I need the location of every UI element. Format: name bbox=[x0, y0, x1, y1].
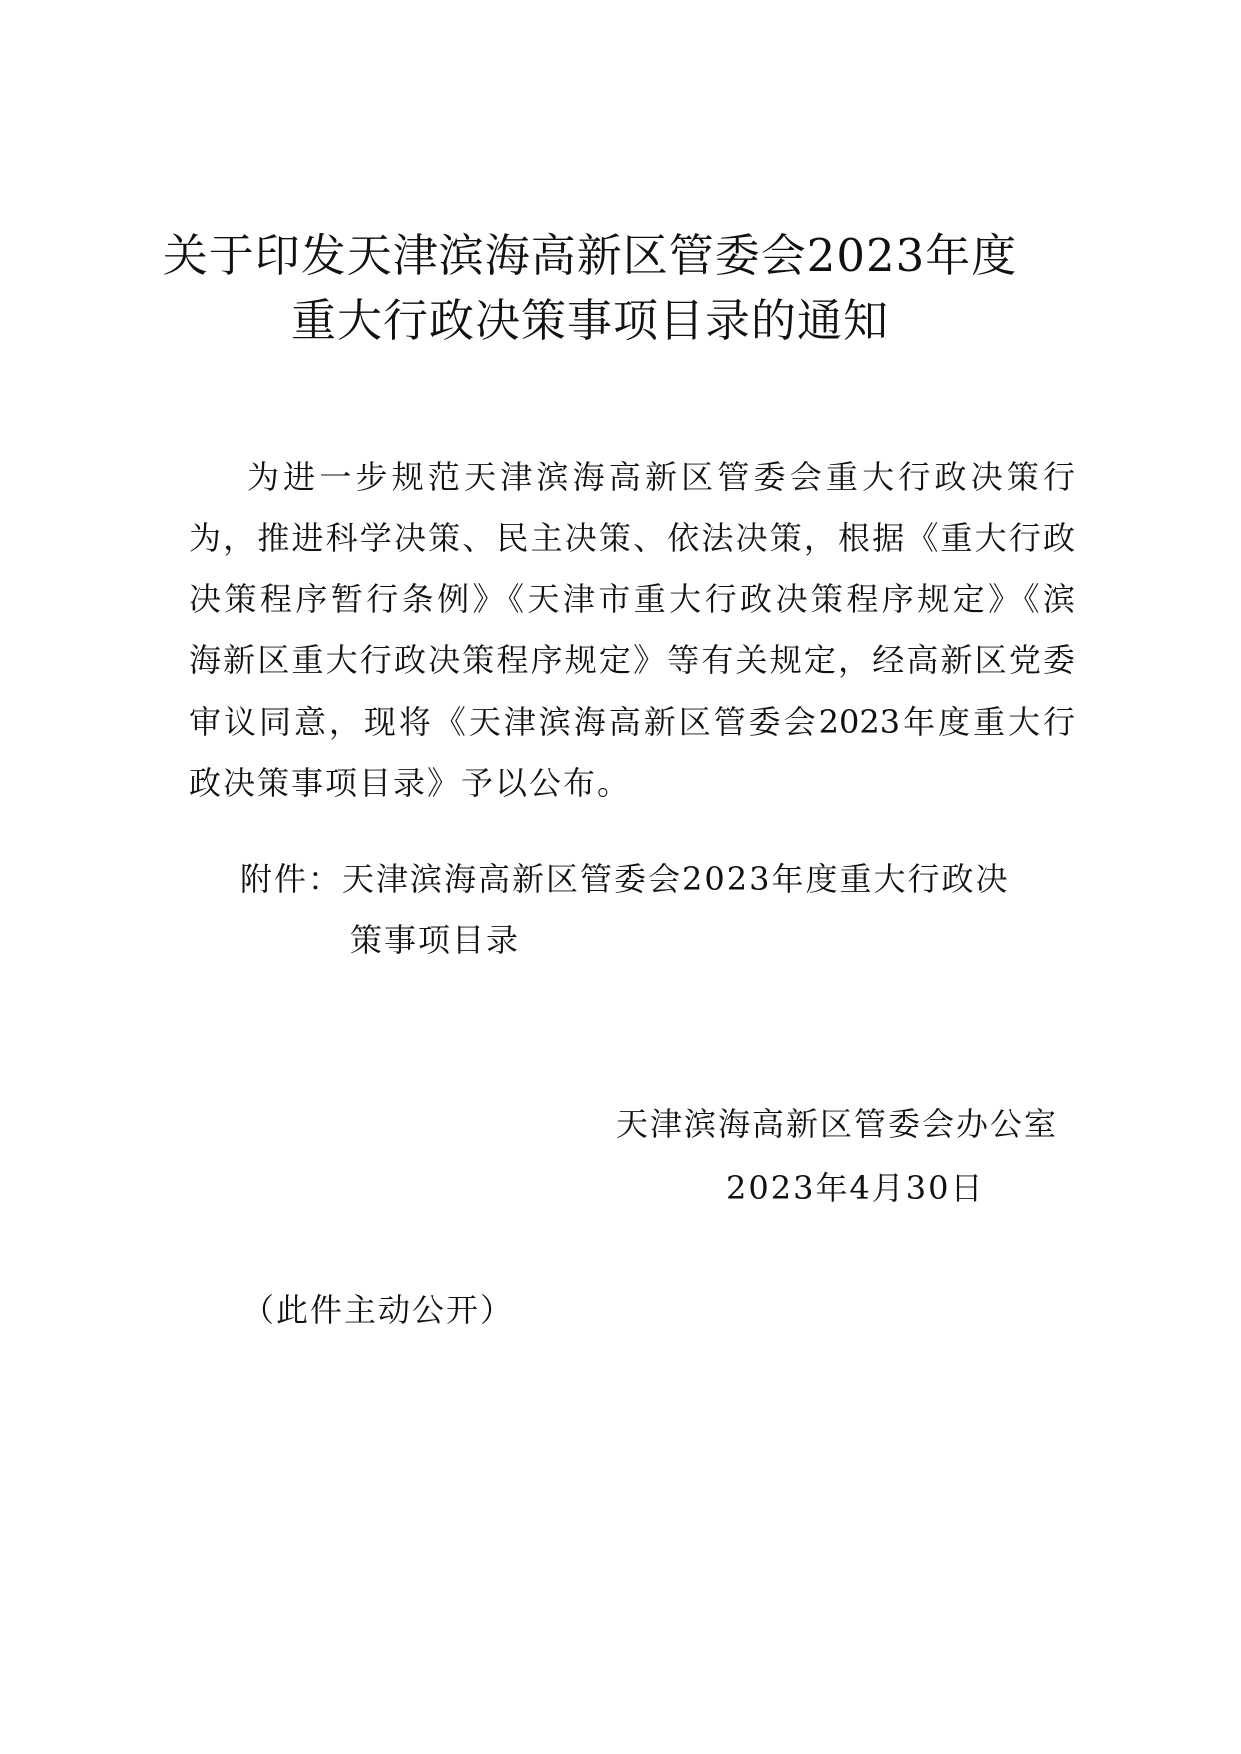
attachment-line-1: 附件：天津滨海高新区管委会2023年度重大行政决 bbox=[240, 860, 1010, 898]
body-paragraph-line-1: 为进一步规范天津滨海高新区管委会重大行政决策行 bbox=[247, 458, 1075, 496]
body-paragraph-line-3: 决策程序暂行条例》《天津市重大行政决策程序规定》《滨 bbox=[189, 580, 1075, 618]
issuer-name: 天津滨海高新区管委会办公室 bbox=[616, 1105, 1059, 1143]
body-paragraph-line-4: 海新区重大行政决策程序规定》等有关规定，经高新区党委 bbox=[189, 641, 1075, 679]
body-paragraph-line-2: 为，推进科学决策、民主决策、依法决策，根据《重大行政 bbox=[189, 519, 1075, 557]
disclosure-note: （此件主动公开） bbox=[242, 1291, 515, 1329]
body-paragraph-line-6: 政决策事项目录》予以公布。 bbox=[189, 764, 632, 802]
document-title-line-1: 关于印发天津滨海高新区管委会2023年度 bbox=[162, 229, 1018, 282]
document-title-line-2: 重大行政决策事项目录的通知 bbox=[290, 294, 889, 347]
issue-date: 2023年4月30日 bbox=[726, 1169, 985, 1207]
attachment-line-2: 策事项目录 bbox=[350, 921, 521, 959]
body-paragraph-line-5: 审议同意，现将《天津滨海高新区管委会2023年度重大行 bbox=[189, 703, 1075, 741]
